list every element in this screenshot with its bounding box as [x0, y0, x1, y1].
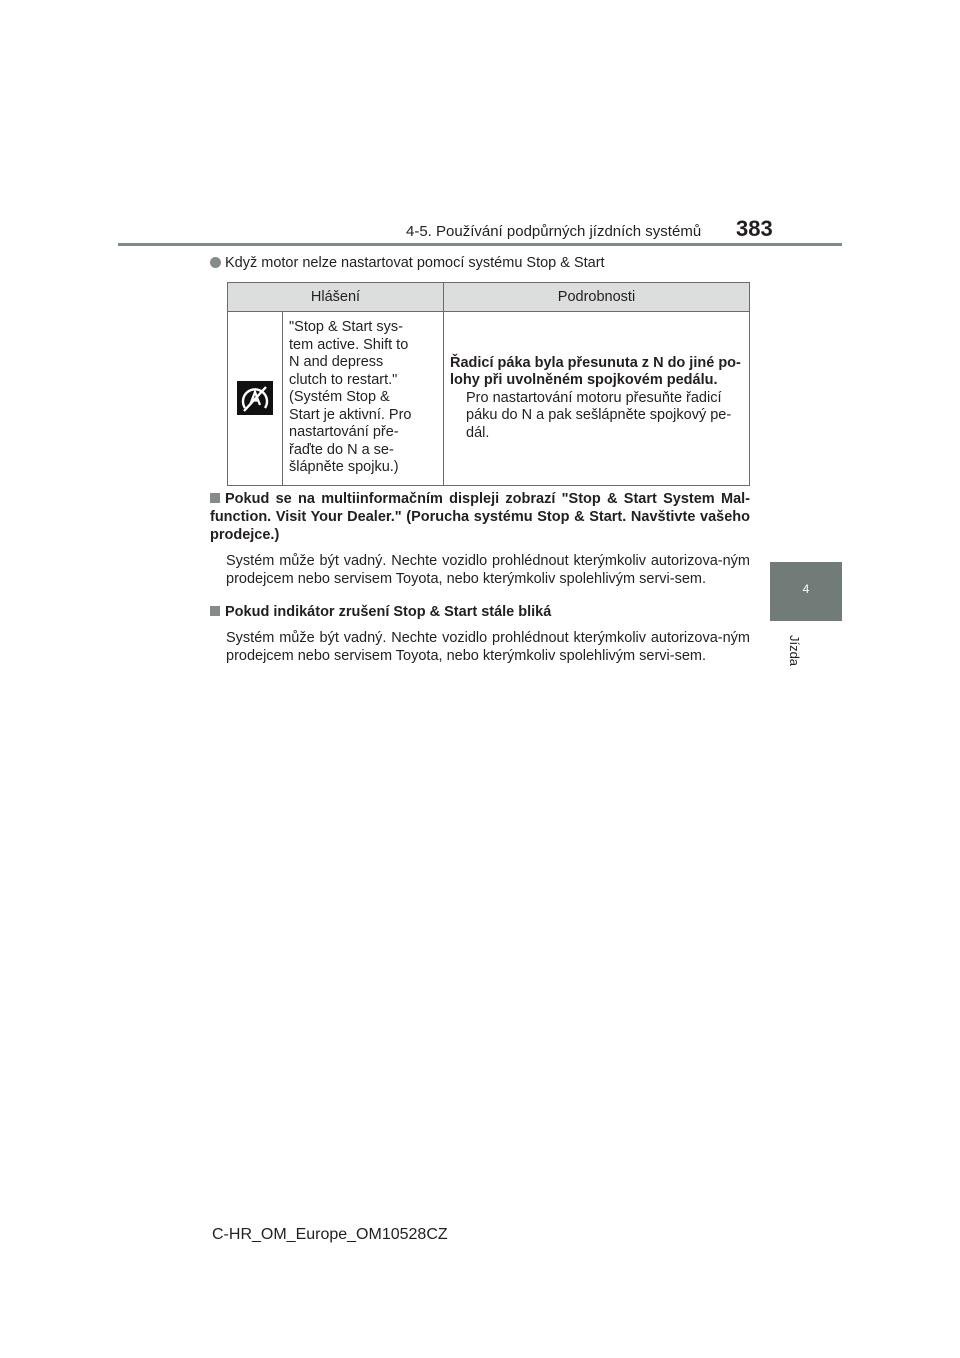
icon-cell — [228, 312, 283, 486]
message-line: clutch to restart." — [289, 371, 398, 388]
message-line: Start je aktivní. Pro — [289, 406, 412, 423]
section-heading-text: Pokud se na multiinformačním displeji zobrazí "Stop & Start System Mal-function. Visit Your Dealer." (Porucha systému Stop & Start. Navštivte vašeho prodejce.) — [210, 491, 750, 543]
section-body: Systém může být vadný. Nechte vozidlo prohlédnout kterýmkoliv autorizova-ným prodejcem nebo servisem Toyota, nebo kterýmkoliv spolehlivým servi-sem. — [226, 630, 750, 664]
table-row — [228, 312, 750, 486]
details-line: Pro nastartování motoru přesuňte řadicí — [466, 389, 722, 406]
section-indicator-blinking — [210, 603, 750, 665]
details-line: páku do N a pak sešlápněte spojkový pe- — [466, 407, 732, 423]
message-cell — [283, 312, 444, 486]
message-line: řaďte do N a se- — [289, 441, 394, 458]
round-bullet-icon — [210, 257, 221, 268]
message-line: tem active. Shift to — [289, 336, 409, 353]
column-header-message: Hlášení — [228, 283, 444, 312]
page-number: 383 — [736, 216, 773, 241]
details-cell — [444, 312, 750, 486]
square-bullet-icon — [210, 606, 220, 616]
details-line: dál. — [466, 424, 490, 441]
message-line: šlápněte spojku.) — [289, 459, 399, 475]
column-header-details: Podrobnosti — [444, 283, 750, 312]
stop-start-warning-icon — [237, 381, 273, 415]
section-heading-text: Pokud indikátor zrušení Stop & Start stále bliká — [225, 604, 552, 620]
document-code: C-HR_OM_Europe_OM10528CZ — [212, 1226, 448, 1243]
section-heading — [210, 603, 750, 621]
chapter-tab — [770, 562, 842, 621]
chapter-label — [787, 630, 803, 670]
section-malfunction — [210, 490, 750, 588]
chapter-label-text: Jízda — [787, 634, 803, 666]
message-table — [227, 282, 750, 486]
section-body: Systém může být vadný. Nechte vozidlo prohlédnout kterýmkoliv autorizova-ným prodejcem nebo servisem Toyota, nebo kterýmkoliv spolehlivým servi-sem. — [226, 553, 750, 587]
details-bold-line: lohy při uvolněném spojkovém pedálu. — [450, 372, 718, 388]
square-bullet-icon — [210, 493, 220, 503]
header-divider — [118, 243, 842, 246]
message-line: (Systém Stop & — [289, 389, 390, 405]
message-line: N and depress — [289, 354, 384, 370]
section-title: 4-5. Používání podpůrných jízdních systémů — [406, 223, 702, 240]
chapter-number: 4 — [802, 582, 810, 596]
intro-bullet — [210, 255, 605, 271]
intro-bullet-text: Když motor nelze nastartovat pomocí systému Stop & Start — [225, 255, 605, 271]
section-heading — [210, 490, 750, 544]
table-header-row — [228, 283, 750, 312]
details-bold-line: Řadicí páka byla přesunuta z N do jiné po- — [450, 354, 741, 371]
message-line: "Stop & Start sys- — [289, 319, 403, 335]
message-line: nastartování pře- — [289, 424, 399, 440]
